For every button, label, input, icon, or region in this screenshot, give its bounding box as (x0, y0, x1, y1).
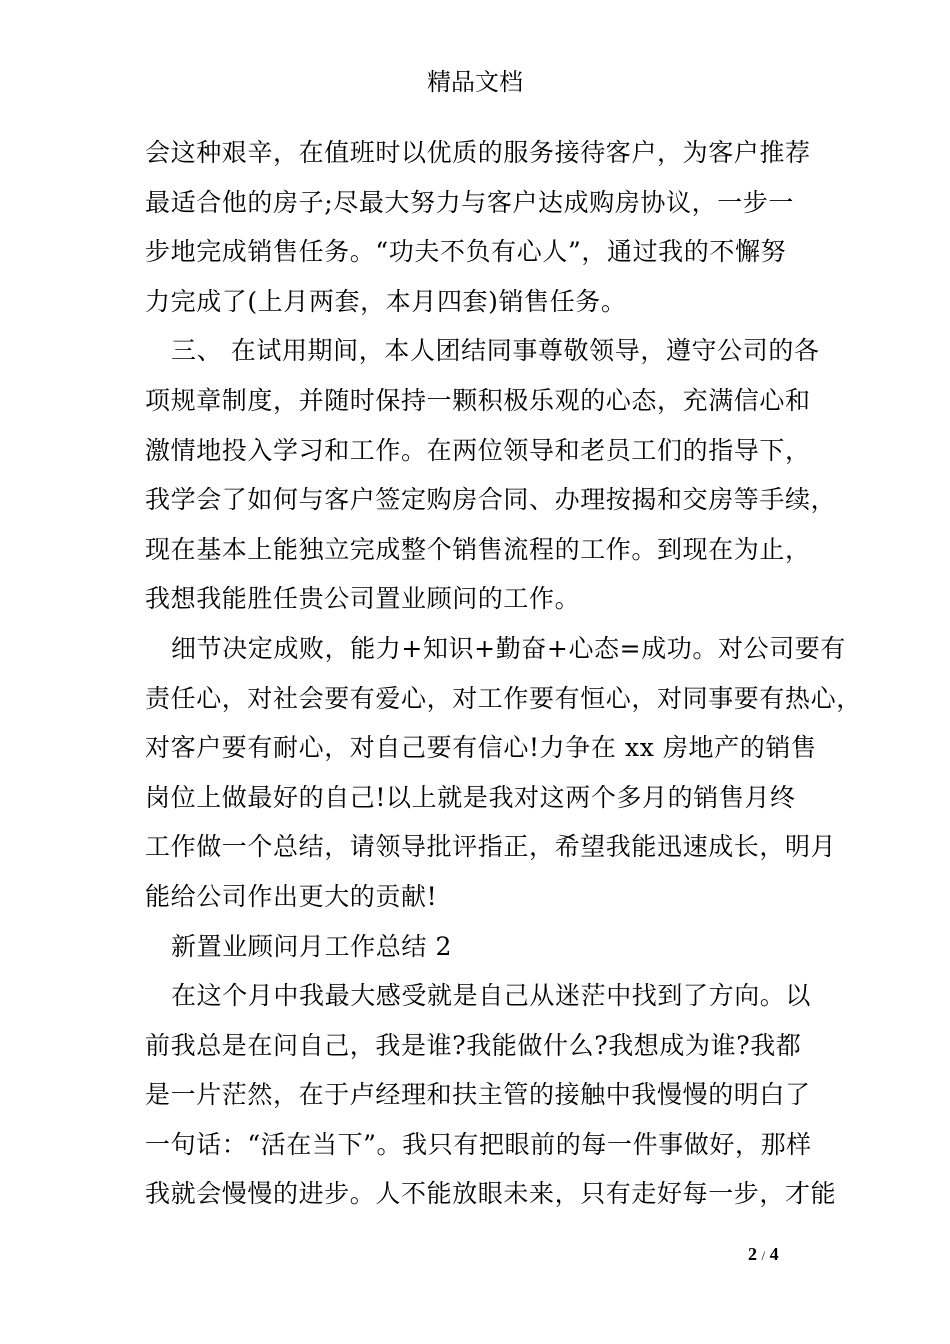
body-line: 力完成了(上月两套，本月四套)销售任务。 (145, 286, 627, 316)
body-line: 现在基本上能独立完成整个销售流程的工作。到现在为止， (145, 534, 811, 564)
body-line: 步地完成销售任务。“功夫不负有心人”，通过我的不懈努 (145, 237, 787, 267)
body-line: 岗位上做最好的自己!以上就是我对这两个多月的销售月终 (145, 782, 796, 812)
page-current: 2 (748, 1244, 757, 1264)
body-line: 细节决定成败，能力+知识+勤奋+心态=成功。对公司要有 (171, 633, 846, 663)
body-line: 是一片茫然，在于卢经理和扶主管的接触中我慢慢的明白了 (145, 1080, 811, 1110)
body-line: 对客户要有耐心，对自己要有信心!力争在 xx 房地产的销售 (145, 733, 817, 763)
body-line: 激情地投入学习和工作。在两位领导和老员工们的指导下， (145, 435, 811, 465)
body-line: 一句话：“活在当下”。我只有把眼前的每一件事做好，那样 (145, 1129, 812, 1159)
document-body (145, 128, 862, 1219)
body-line: 会这种艰辛，在值班时以优质的服务接待客户，为客户推荐 (145, 138, 811, 167)
body-line: 我就会慢慢的进步。人不能放眼未来，只有走好每一步，才能 (145, 1179, 837, 1209)
body-line: 项规章制度，并随时保持一颗积极乐观的心态，充满信心和 (145, 385, 811, 415)
body-line: 能给公司作出更大的贡献! (145, 881, 438, 911)
body-line: 前我总是在问自己，我是谁?我能做什么?我想成为谁?我都 (145, 1030, 802, 1060)
body-line: 最适合他的房子;尽最大努力与客户达成购房协议，一步一 (145, 187, 795, 217)
body-line: 责任心，对社会要有爱心，对工作要有恒心，对同事要有热心， (145, 683, 862, 713)
section-heading: 新置业顾问月工作总结 2 (171, 931, 453, 961)
document-header (0, 64, 950, 100)
body-line: 工作做一个总结，请领导批评指正，希望我能迅速成长，明月 (145, 832, 837, 862)
body-line: 我学会了如何与客户签定购房合同、办理按揭和交房等手续， (145, 485, 837, 515)
page-number (748, 1242, 779, 1268)
header-title: 精品文档 (427, 68, 523, 96)
page-separator: / (761, 1248, 766, 1263)
page-total: 4 (769, 1244, 779, 1264)
body-line: 在这个月中我最大感受就是自己从迷茫中找到了方向。以 (171, 981, 812, 1011)
body-line: 我想我能胜任贵公司置业顾问的工作。 (145, 584, 581, 614)
body-line: 三、 在试用期间，本人团结同事尊敬领导，遵守公司的各 (171, 336, 820, 366)
